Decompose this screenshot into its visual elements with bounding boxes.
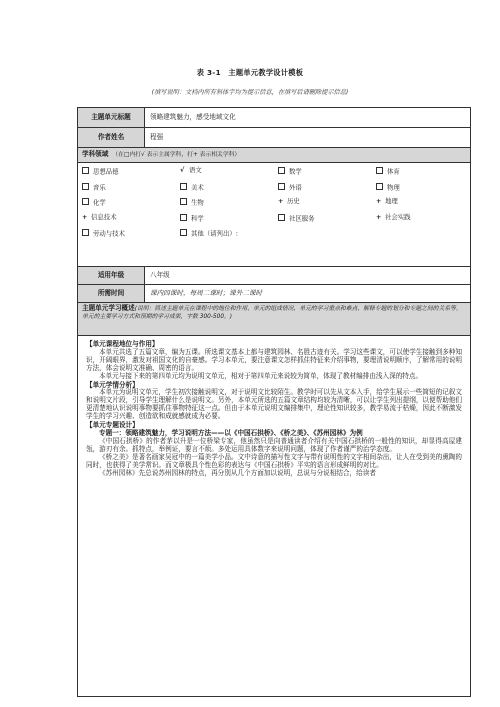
subject-name: 思想品德 (93, 167, 119, 176)
subject-option (82, 183, 106, 192)
subject-name: 社区服务 (289, 214, 315, 222)
checkbox-icon (82, 167, 89, 174)
subject-name: 化学 (93, 198, 106, 207)
subject-name: 外语 (289, 183, 302, 191)
paragraph: 本单元与接下来的第四单元均为说明文单元，相对于第四单元来说较为简单，体现了教材编排由浅入深的特点。 (99, 371, 423, 380)
checkbox-icon (180, 214, 187, 221)
checkbox-icon (82, 183, 89, 190)
subject-option (278, 183, 302, 192)
filling-note: (填写说明：文档内所有斜体字均为提示信息，在填写后请删除提示信息) (151, 89, 349, 96)
subject-option (376, 183, 400, 192)
subject-option (82, 167, 119, 176)
subject-name: 地理 (385, 197, 398, 205)
checkbox-icon (82, 229, 89, 236)
subject-name: 科学 (191, 214, 204, 222)
subject-name: 历史 (287, 197, 300, 205)
checkbox-icon (180, 183, 187, 190)
related-subject-mark: + (376, 197, 382, 205)
subject-option (180, 167, 202, 175)
theme-value: 领略建筑魅力，感受地域文化 (145, 108, 471, 128)
checkbox-icon (180, 229, 187, 236)
time-value: 课内四课时，每周二课时；课外二课时 (145, 285, 471, 303)
subject-option (278, 214, 315, 223)
subject-grid-cell (78, 163, 471, 267)
subject-name: 生物 (191, 198, 204, 207)
overview-note: (说明：简述主题单元在课程中的地位和作用、单元的组成情况、单元的学习重点和难点、解释专题的划分和专题之间的关系等。单元的主要学习方式和预期的学习成果，字数 300-500。) (82, 306, 462, 320)
theme-label: 主题单元标题 (78, 108, 145, 128)
time-label: 所需时间 (78, 285, 145, 303)
checkbox-icon (180, 198, 187, 205)
subject-name: 信息技术 (91, 212, 117, 221)
subject-grid (78, 163, 470, 266)
subject-name: 体育 (387, 167, 400, 176)
subject-name: 物理 (387, 183, 400, 191)
grade-value: 八年级 (145, 267, 471, 285)
primary-subject-mark: √ (180, 166, 185, 174)
subject-area-header (78, 148, 471, 163)
checkbox-icon (278, 167, 285, 174)
subject-option (180, 198, 204, 207)
paragraph: 《中国石拱桥》的作者茅以升是一位桥梁专家，他虽然只是向普通读者介绍有关中国石拱桥的一般性的知识，却显得高屋建瓴，游刃有余。抓特点，举例证，要言不烦。多处运用具体数字来说明问题，体现了作者谨严的治学态度。 (86, 436, 462, 453)
checkbox-icon (82, 198, 89, 205)
subject-name: 语文 (189, 166, 202, 174)
overview-label: 主题单元学习概述 (82, 304, 135, 312)
subject-option (180, 183, 204, 192)
section-title-design: 【单元专题设计】 (86, 421, 139, 430)
author-value: 程强 (145, 128, 471, 148)
section-title-position: 【单元课程地位与作用】 (86, 340, 159, 348)
unit-design-table (77, 107, 471, 697)
subject-name: 美术 (191, 183, 204, 191)
section-title-analysis: 【单元学情分析】 (86, 380, 139, 389)
subject-option (82, 214, 117, 222)
subject-area-note: （在□内打√ 表示主属学科，打+ 表示相关学科） (112, 152, 241, 159)
paragraph: 《桥之美》是著名画家吴冠中的一篇美学小品。文中诗意的描写性文字与带有说明性的文字相间杂出，让人在受到美的熏陶的同时，也获得了美学常识。而文章极具个性色彩的表达与《中国石拱桥》平实的语言形成鲜明的对比。 (86, 452, 462, 469)
overview-content (78, 336, 471, 697)
grade-label: 适用年级 (78, 267, 145, 285)
subject-name: 社会实践 (385, 212, 411, 221)
checkbox-icon (376, 167, 383, 174)
subject-name: 音乐 (93, 183, 106, 191)
paragraph: 本单元共选了五篇文章，编为五课。所选课文基本上都与建筑园林、名胜古迹有关。学习这些课文，可以使学生接触到多种知识，开阔眼界，激发对祖国文化的自豪感。学习本单元，要注意课文怎样抓住特征来介绍事物，要理清说明顺序，了解常用的说明方法，体会说明文准确、周密的语言。 (86, 347, 462, 372)
checkbox-icon (278, 214, 285, 221)
subject-name: 劳动与技术 (93, 229, 125, 238)
checkbox-icon (376, 183, 383, 190)
overview-header (78, 303, 471, 336)
subject-option (180, 229, 238, 238)
related-subject-mark: + (82, 212, 88, 221)
subject-name: 数学 (289, 167, 302, 176)
paragraph: 本单元为说明文单元，学生初次接触说明文，对于说明文比较陌生。教学时可以先从文本入手，给学生展示一些简短的记叙文和说明文片段，引导学生理解什么是说明文。另外，本单元所选的五篇文章结构均较为清晰，可以让学生列出提纲，以便帮助他们更清楚地认识说明事物要抓住事物特征这一点。但由于本单元说明文编排集中，理论性知识较多，教学易流于枯燥，因此不断激发学生的学习兴趣、创造欲和成就感就成为必要。 (86, 388, 462, 421)
topic-heading: 专题一：领略建筑魅力，学习说明方法——以《中国石拱桥》、《桥之美》、《苏州园林》为例 (99, 428, 363, 437)
subject-option (278, 198, 300, 206)
subject-name: 其他（请列出）: (191, 229, 238, 238)
checkbox-icon (278, 183, 285, 190)
subject-option (82, 198, 106, 207)
document-title: 表 3-1 主题单元教学设计模板 (196, 68, 304, 77)
subject-option (376, 214, 411, 222)
subject-option (82, 229, 125, 238)
subject-option (376, 198, 398, 206)
author-label: 作者姓名 (78, 128, 145, 148)
subject-option (180, 214, 204, 223)
related-subject-mark: + (278, 197, 284, 205)
subject-area-label: 学科领域 (82, 150, 109, 159)
subject-option (278, 167, 302, 176)
related-subject-mark: + (376, 212, 382, 221)
subject-option (376, 167, 400, 176)
paragraph: 《苏州园林》先总说苏州园林的特点，再分别从几个方面加以说明，总说与分说相结合，给读者 (99, 468, 376, 477)
